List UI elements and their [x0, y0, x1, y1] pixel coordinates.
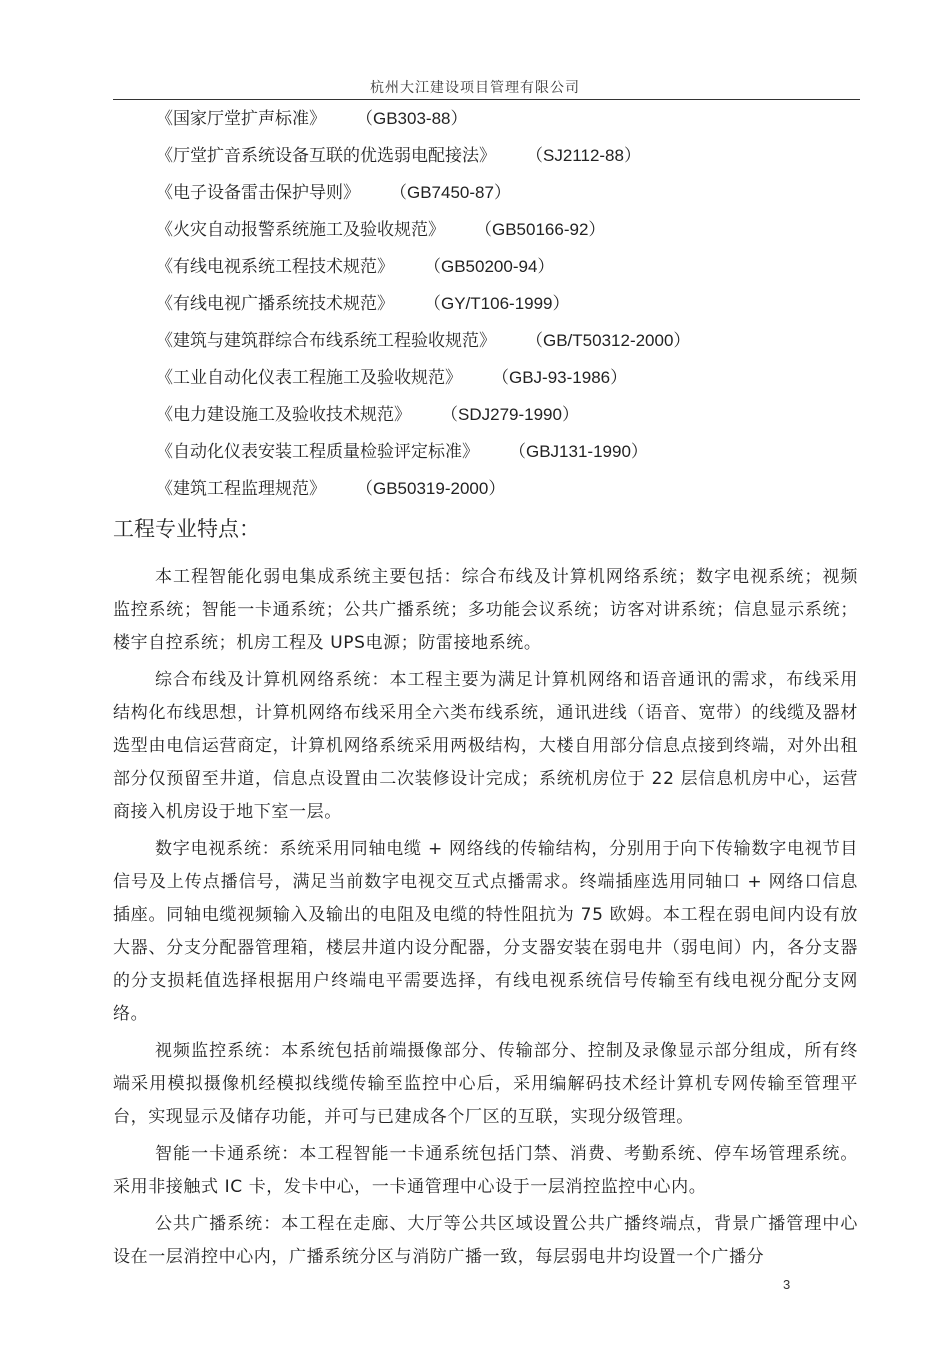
paragraph-smart-card: 智能一卡通系统：本工程智能一卡通系统包括门禁、消费、考勤系统、停车场管理系统。采用非接触式 IC 卡，发卡中心，一卡通管理中心设于一层消控监控中心内。	[113, 1144, 858, 1197]
section-title: 工程专业特点：	[113, 517, 260, 541]
standard-name: 《建筑工程监理规范》	[156, 479, 326, 499]
standard-code: （GB50166-92）	[475, 220, 606, 239]
standard-name: 《自动化仪表安装工程质量检验评定标准》	[156, 442, 479, 462]
standard-item	[113, 174, 860, 211]
standard-code: （GY/T106-1999）	[424, 294, 570, 313]
standard-name: 《有线电视系统工程技术规范》	[156, 257, 394, 277]
standard-code: （SJ2112-88）	[526, 146, 641, 165]
standard-name: 《电力建设施工及验收技术规范》	[156, 405, 411, 425]
standard-code: （SDJ279-1990）	[441, 405, 579, 424]
header-company-name: 杭州大江建设项目管理有限公司	[370, 80, 580, 96]
paragraph-digital-tv: 数字电视系统：系统采用同轴电缆 + 网络线的传输结构，分别用于向下传输数字电视节目信号及上传点播信号，满足当前数字电视交互式点播需求。终端插座选用同轴口 + 网络口信息插座。同轴电缆视频输入及输出的电阻及电缆的特性阻抗为 75 欧姆。本工程在弱电间内设有放大器、分支分配器管理箱，楼层井道内设分配器，分支器安装在弱电井（弱电间）内，各分支器的分支损耗值选择根据用户终端电平需要选择，有线电视系统信号传输至有线电视分配分支网络。	[113, 839, 858, 1024]
standard-item	[113, 470, 860, 507]
standard-item	[113, 359, 860, 396]
standard-item	[113, 433, 860, 470]
standard-item	[113, 100, 860, 137]
standard-name: 《国家厅堂扩声标准》	[156, 109, 326, 129]
standard-item	[113, 396, 860, 433]
standard-item	[113, 285, 860, 322]
standard-name: 《有线电视广播系统技术规范》	[156, 294, 394, 314]
paragraph-video-surveillance: 视频监控系统：本系统包括前端摄像部分、传输部分、控制及录像显示部分组成，所有终端采用模拟摄像机经模拟线缆传输至监控中心后，采用编解码技术经计算机专网传输至管理平台，实现显示及储存功能，并可与已建成各个厂区的互联，实现分级管理。	[113, 1041, 858, 1127]
standard-name: 《建筑与建筑群综合布线系统工程验收规范》	[156, 331, 496, 351]
standard-code: （GB/T50312-2000）	[526, 331, 691, 350]
standard-item	[113, 322, 860, 359]
standard-code: （GB7450-87）	[390, 183, 511, 202]
paragraph-public-broadcast: 公共广播系统：本工程在走廊、大厅等公共区域设置公共广播终端点，背景广播管理中心设在一层消控中心内，广播系统分区与消防广播一致，每层弱电井均设置一个广播分	[113, 1214, 858, 1267]
standard-code: （GBJ131-1990）	[509, 442, 648, 461]
standard-code: （GB303-88）	[356, 109, 468, 128]
standards-list	[113, 100, 860, 507]
standard-item	[113, 211, 860, 248]
standard-name: 《电子设备雷击保护导则》	[156, 183, 360, 203]
standard-name: 《火灾自动报警系统施工及验收规范》	[156, 220, 445, 240]
section-body	[113, 561, 858, 1278]
paragraph-overview: 本工程智能化弱电集成系统主要包括：综合布线及计算机网络系统；数字电视系统；视频监控系统；智能一卡通系统；公共广播系统；多功能会议系统；访客对讲系统；信息显示系统；楼宇自控系统；机房工程及 UPS电源；防雷接地系统。	[113, 567, 858, 653]
standard-code: （GB50319-2000）	[356, 479, 506, 498]
standard-code: （GB50200-94）	[424, 257, 555, 276]
standard-code: （GBJ-93-1986）	[492, 368, 628, 387]
page-number: 3	[783, 1277, 791, 1292]
standard-item	[113, 248, 860, 285]
standard-name: 《厅堂扩音系统设备互联的优选弱电配接法》	[156, 146, 496, 166]
standard-item	[113, 137, 860, 174]
paragraph-cabling-network: 综合布线及计算机网络系统：本工程主要为满足计算机网络和语音通讯的需求，布线采用结构化布线思想，计算机网络布线采用全六类布线系统，通讯进线（语音、宽带）的线缆及器材选型由电信运营商定，计算机网络系统采用两极结构，大楼自用部分信息点接到终端，对外出租部分仅预留至井道，信息点设置由二次装修设计完成；系统机房位于 22 层信息机房中心，运营商接入机房设于地下室一层。	[113, 670, 858, 822]
standard-name: 《工业自动化仪表工程施工及验收规范》	[156, 368, 462, 388]
